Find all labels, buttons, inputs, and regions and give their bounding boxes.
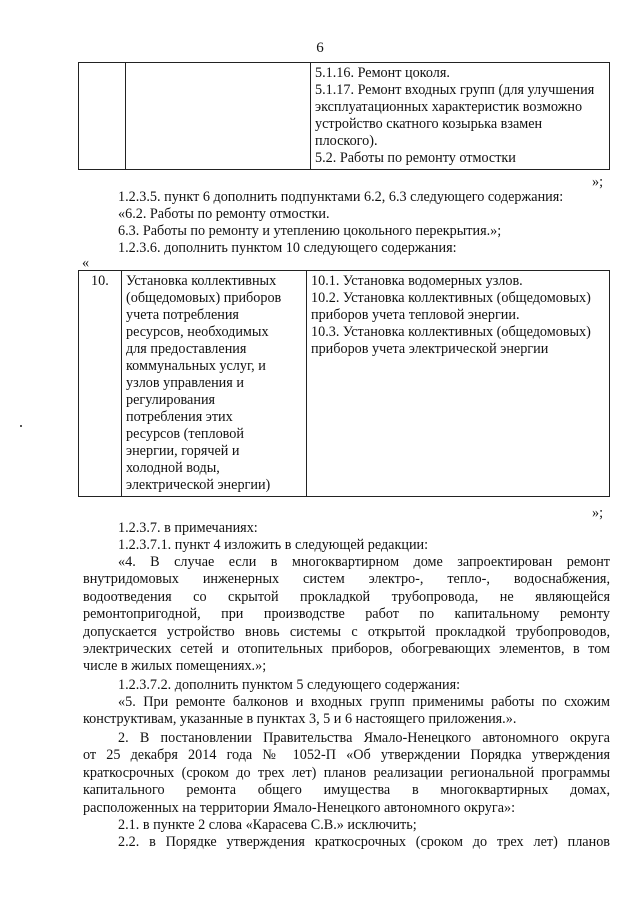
paragraph-line: водоотведения со скрытой прокладкой трубопровода, не являющейся [83, 588, 610, 605]
table-line: учета потребления [126, 307, 239, 323]
table-row [79, 271, 610, 497]
table-cell-name [122, 271, 307, 497]
closing-quote: »; [592, 505, 604, 521]
table-line: устройство скатного козырька взамен [315, 116, 543, 132]
paragraph-line: 1.2.3.7. в примечаниях: [118, 520, 258, 536]
table-line: эксплуатационных характеристик возможно [315, 99, 583, 115]
paragraph-line: расположенных на территории Ямало-Ненецкого автономного округа»: [83, 799, 516, 816]
works-table [78, 270, 610, 497]
table-line: ресурсов (тепловой [126, 426, 244, 442]
paragraph-line: допускается устройство вновь системы с открытой прокладкой трубопроводов, [83, 623, 610, 640]
table-cell-name [126, 63, 311, 170]
table-line: приборов учета электрической энергии [311, 341, 549, 357]
paragraph-line: от 25 декабря 2014 года № 1052-П «Об утверждении Порядка утверждения [83, 747, 610, 764]
paragraph-line: 1.2.3.5. пункт 6 дополнить подпунктами 6.2, 6.3 следующего содержания: [118, 189, 564, 205]
paragraph-line: «6.2. Работы по ремонту отмостки. [118, 206, 330, 222]
paragraph-line: 2. В постановлении Правительства Ямало-Ненецкого автономного округа [118, 730, 610, 746]
page-number: 6 [316, 40, 324, 56]
table-line: для предоставления [126, 341, 247, 357]
paragraph-line: конструктивам, указанные в пунктах 3, 5 и 6 настоящего приложения.». [83, 711, 517, 728]
table-cell-works [307, 271, 610, 497]
paragraph-line: числе в жилых помещениях.»; [83, 658, 267, 675]
table-line: 5.1.17. Ремонт входных групп (для улучшения [315, 82, 595, 98]
table-line: коммунальных услуг, и [126, 358, 266, 374]
scan-mark [20, 425, 22, 427]
section-2-2-paragraph [83, 834, 610, 851]
table-line: узлов управления и [126, 375, 244, 391]
table-line: энергии, горячей и [126, 443, 240, 459]
paragraph-line: капитального ремонта общего имущества в многоквартирных домах, [83, 782, 610, 799]
paragraph-line: 6.3. Работы по ремонту и утеплению цокольного перекрытия.»; [118, 223, 502, 239]
table-line: потребления этих [126, 409, 233, 425]
paragraph-line: краткосрочных (сроком до трех лет) планов реализации региональной программы [83, 764, 610, 781]
paragraph-line: ремонтопригодной, при производстве работ по капитальному ремонту [83, 606, 610, 623]
continuation-table [78, 62, 610, 170]
table-line: 5.2. Работы по ремонту отмостки [315, 150, 516, 166]
paragraph-line: 2.2. в Порядке утверждения краткосрочных (сроком до трех лет) планов [118, 834, 610, 850]
table-line: (общедомовых) приборов [126, 290, 282, 306]
table-line: приборов учета тепловой энергии. [311, 307, 520, 323]
note-4-paragraph [83, 554, 610, 676]
paragraph-line: «5. При ремонте балконов и входных групп применимы работы по схожим [118, 694, 610, 710]
table-line: электрической энергии) [126, 477, 271, 493]
paragraph-line: 1.2.3.6. дополнить пунктом 10 следующего содержания: [118, 240, 457, 256]
closing-quote: »; [592, 174, 604, 190]
table-line: 10.1. Установка водомерных узлов. [311, 273, 523, 289]
section-2-paragraph [83, 730, 610, 817]
table-cell-works [311, 63, 610, 170]
table-line: 10.2. Установка коллективных (общедомовых) [311, 290, 591, 306]
table-line: ресурсов, необходимых [126, 324, 269, 340]
table-line: 5.1.16. Ремонт цоколя. [315, 65, 450, 81]
paragraph-line: электрических сетей и отопительных приборов, обогревающих элементов, в том [83, 641, 610, 658]
paragraph-line: «4. В случае если в многоквартирном доме запроектирован ремонт [118, 554, 610, 570]
paragraph-line: внутридомовых инженерных систем электро-, тепло-, водоснабжения, [83, 571, 610, 588]
opening-quote: « [82, 255, 90, 271]
table-line: 10.3. Установка коллективных (общедомовых) [311, 324, 591, 340]
table-line: Установка коллективных [126, 273, 277, 289]
table-line: плоского). [315, 133, 378, 149]
paragraph-line: 1.2.3.7.1. пункт 4 изложить в следующей редакции: [118, 537, 429, 553]
note-5-paragraph [83, 694, 610, 729]
paragraph-line: 2.1. в пункте 2 слова «Карасева С.В.» исключить; [118, 817, 417, 833]
table-cell-number: 10. [79, 271, 122, 497]
table-cell-number [79, 63, 126, 170]
table-line: холодной воды, [126, 460, 220, 476]
table-row [79, 63, 610, 170]
table-line: регулирования [126, 392, 216, 408]
paragraph-line: 1.2.3.7.2. дополнить пунктом 5 следующего содержания: [118, 677, 461, 693]
